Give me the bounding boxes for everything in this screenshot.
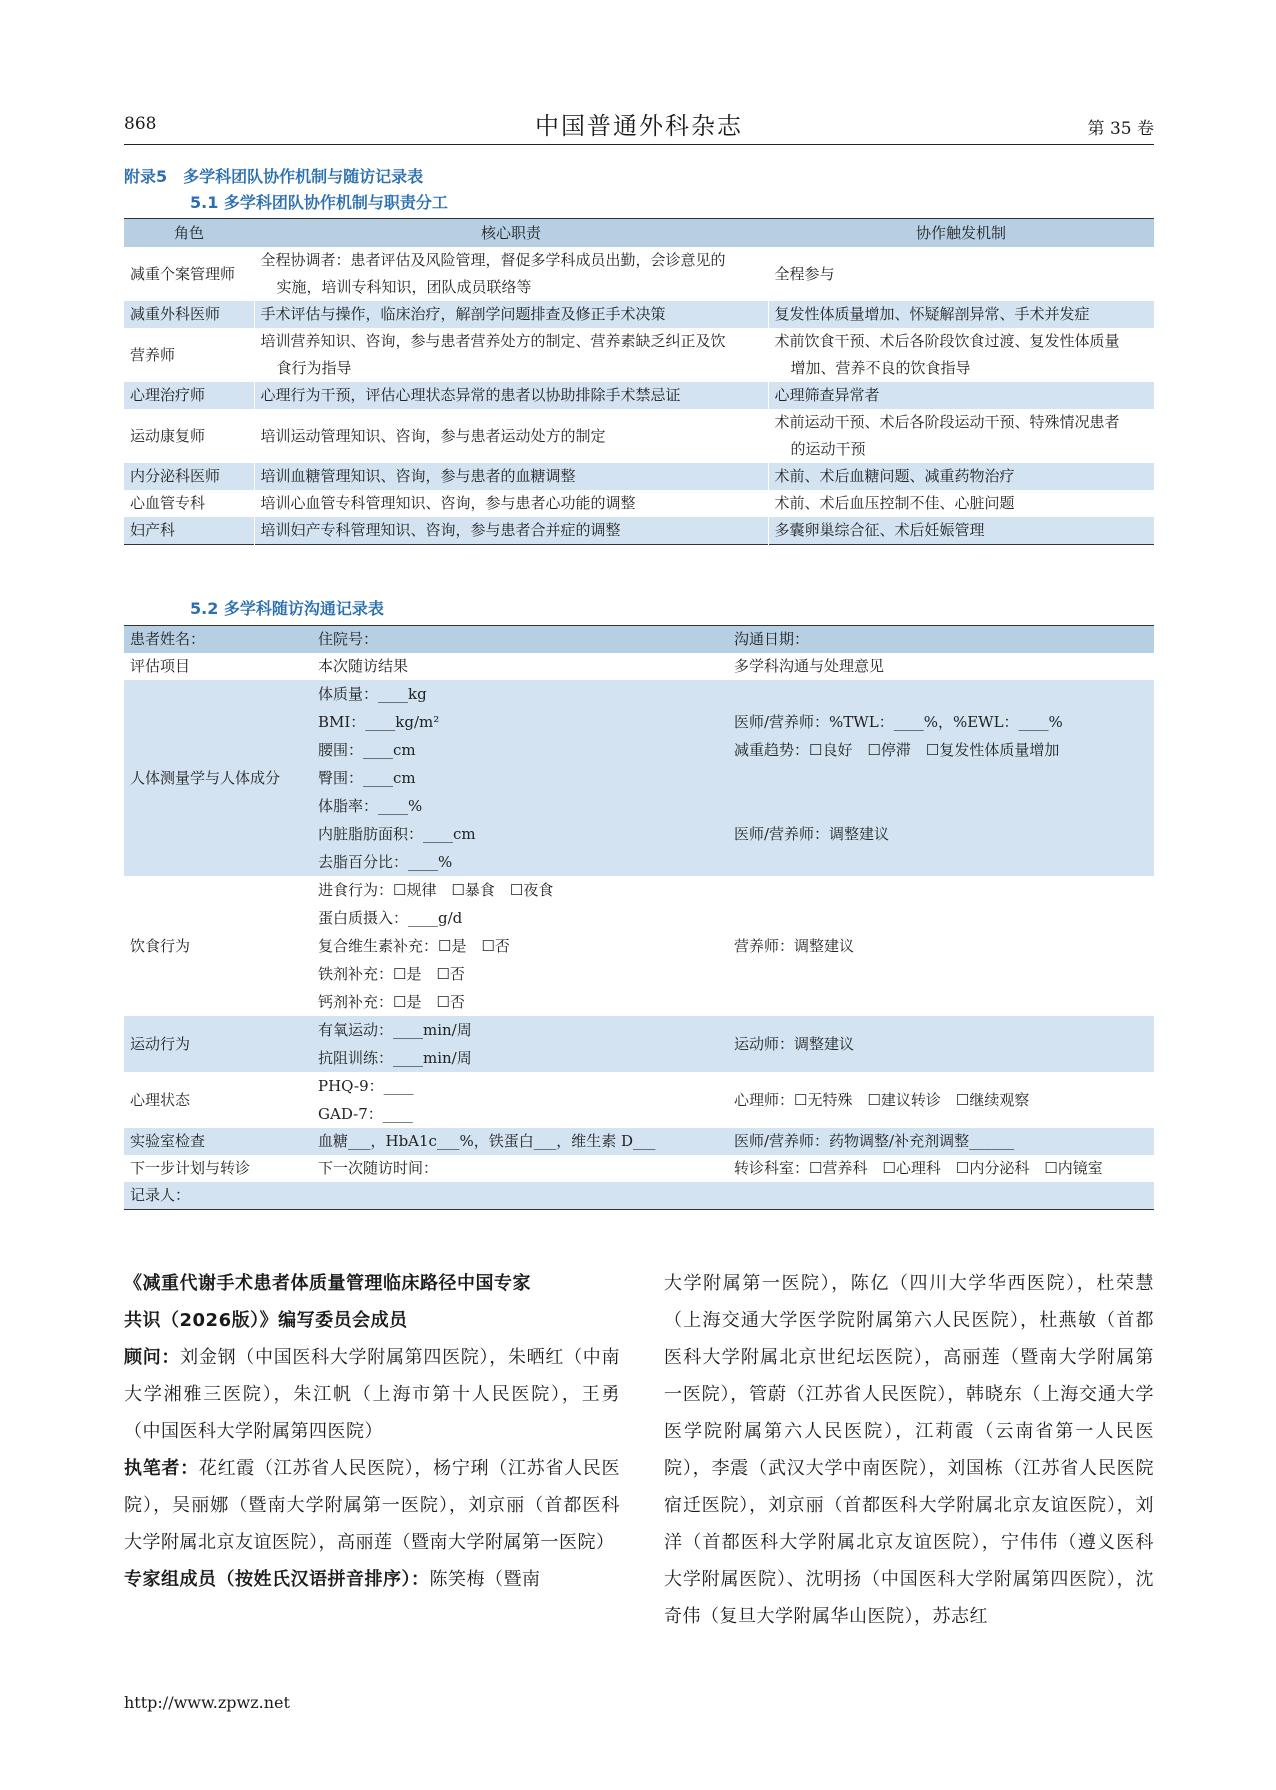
table-row <box>124 876 1154 1016</box>
role-cell: 内分泌科医师 <box>124 463 254 490</box>
experts-paragraph-start: 专家组成员（按姓氏汉语拼音排序）：陈笑梅（暨南 <box>124 1569 541 1590</box>
table-row <box>124 1016 1154 1072</box>
section-5-1-title: 5.1 多学科团队协作机制与职责分工 <box>190 193 448 212</box>
role-cell: 心血管专科 <box>124 490 254 517</box>
col-header-item: 评估项目 <box>124 653 312 680</box>
table-row <box>124 247 1154 301</box>
table-row <box>124 490 1154 517</box>
mental-opinion: 心理师：☐无特殊 ☐建议转诊 ☐继续观察 <box>728 1072 1154 1128</box>
table-row <box>124 1128 1154 1155</box>
recorder-field: 记录人： <box>124 1182 1154 1210</box>
plan-results: 下一次随访时间： <box>312 1155 728 1182</box>
role-cell: 减重外科医师 <box>124 301 254 328</box>
duty-cell: 培训血糖管理知识、咨询，参与患者的血糖调整 <box>254 463 768 490</box>
trigger-cell: 术前运动干预、术后各阶段运动干预、特殊情况患者 的运动干预 <box>768 409 1154 463</box>
duty-cell: 培训妇产专科管理知识、咨询，参与患者合并症的调整 <box>254 517 768 545</box>
anthro-label: 人体测量学与人体成分 <box>124 680 312 876</box>
exercise-label: 运动行为 <box>124 1016 312 1072</box>
exercise-results: 有氧运动：____min/周 抗阻训练：____min/周 <box>312 1016 728 1072</box>
lab-results: 血糖___，HbA1c___%，铁蛋白___，维生素 D___ <box>312 1128 728 1155</box>
patient-name-field: 患者姓名： <box>124 626 312 654</box>
table-row <box>124 680 1154 876</box>
experts-paragraph-continued: 大学附属第一医院），陈亿（四川大学华西医院），杜荣慧（上海交通大学医学院附属第六人民医院），杜燕敏（首都医科大学附属北京世纪坛医院），高丽莲（暨南大学附属第一医院），管蔚（江苏省人民医院），韩晓东（上海交通大学医学院附属第六人民医院），江莉霞（云南省第一人民医院），李震（武汉大学中南医院），刘国栋（江苏省人民医院宿迁医院），刘京丽（首都医科大学附属北京友谊医院），刘洋（首都医科大学附属北京友谊医院），宁伟伟（遵义医科大学附属医院）、沈明扬（中国医科大学附属第四医院），沈奇伟（复旦大学附属华山医院），苏志红 <box>664 1273 1154 1627</box>
role-cell: 运动康复师 <box>124 409 254 463</box>
page-number: 868 <box>124 114 157 134</box>
trigger-cell: 术前饮食干预、术后各阶段饮食过渡、复发性体质量 增加、营养不良的饮食指导 <box>768 328 1154 382</box>
committee-title-line2: 共识（2026版）》编写委员会成员 <box>124 1310 408 1331</box>
duty-cell: 培训营养知识、咨询，参与患者营养处方的制定、营养素缺乏纠正及饮 食行为指导 <box>254 328 768 382</box>
table-row <box>124 1072 1154 1128</box>
table-row <box>124 382 1154 409</box>
duty-cell: 手术评估与操作，临床治疗，解剖学问题排查及修正手术决策 <box>254 301 768 328</box>
col-header-result: 本次随访结果 <box>312 653 728 680</box>
lab-opinion: 医师/营养师：药物调整/补充剂调整______ <box>728 1128 1154 1155</box>
diet-results: 进食行为：☐规律 ☐暴食 ☐夜食 蛋白质摄入：____g/d 复合维生素补充：☐是 ☐否 铁剂补充：☐是 ☐否 钙剂补充：☐是 ☐否 <box>312 876 728 1016</box>
section-5-2-title: 5.2 多学科随访沟通记录表 <box>190 599 384 618</box>
role-cell: 妇产科 <box>124 517 254 545</box>
plan-label: 下一步计划与转诊 <box>124 1155 312 1182</box>
table-row <box>124 328 1154 382</box>
col-header-role: 角色 <box>124 219 254 248</box>
hospital-number-field: 住院号： <box>312 626 728 654</box>
mental-results: PHQ-9：____ GAD-7：____ <box>312 1072 728 1128</box>
trigger-cell: 全程参与 <box>768 247 1154 301</box>
diet-opinion: 营养师：调整建议 <box>728 876 1154 1016</box>
duty-cell: 全程协调者：患者评估及风险管理，督促多学科成员出勤，会诊意见的 实施，培训专科知识，团队成员联络等 <box>254 247 768 301</box>
committee-title-line1: 《减重代谢手术患者体质量管理临床路径中国专家 <box>124 1273 531 1294</box>
lab-label: 实验室检查 <box>124 1128 312 1155</box>
trigger-cell: 多囊卵巢综合征、术后妊娠管理 <box>768 517 1154 545</box>
mdt-role-table <box>124 218 1155 545</box>
role-cell: 减重个案管理师 <box>124 247 254 301</box>
role-cell: 营养师 <box>124 328 254 382</box>
table-row <box>124 409 1154 463</box>
table-row <box>124 653 1154 680</box>
duty-cell: 心理行为干预，评估心理状态异常的患者以协助排除手术禁忌证 <box>254 382 768 409</box>
col-header-duty: 核心职责 <box>254 219 768 248</box>
advisors-paragraph: 顾问：刘金钢（中国医科大学附属第四医院），朱晒红（中南大学湘雅三医院），朱江帆（上海市第十人民医院），王勇（中国医科大学附属第四医院） <box>124 1347 621 1442</box>
writers-paragraph: 执笔者：花红霞（江苏省人民医院），杨宁琍（江苏省人民医院），吴丽娜（暨南大学附属第一医院），刘京丽（首都医科大学附属北京友谊医院），高丽莲（暨南大学附属第一医院） <box>124 1458 621 1553</box>
page-header <box>124 104 1154 145</box>
role-cell: 心理治疗师 <box>124 382 254 409</box>
table-row <box>124 1155 1154 1182</box>
duty-cell: 培训心血管专科管理知识、咨询，参与患者心功能的调整 <box>254 490 768 517</box>
trigger-cell: 心理筛查异常者 <box>768 382 1154 409</box>
anthro-results: 体质量：____kg BMI：____kg/m² 腰围：____cm 臀围：____cm 体脂率：____% 内脏脂肪面积：____cm 去脂百分比：____% <box>312 680 728 876</box>
followup-record-table <box>124 625 1154 1210</box>
communication-date-field: 沟通日期： <box>728 626 1154 654</box>
volume-label: 第 35 卷 <box>1087 119 1154 139</box>
trigger-cell: 术前、术后血压控制不佳、心脏问题 <box>768 490 1154 517</box>
duty-cell: 培训运动管理知识、咨询，参与患者运动处方的制定 <box>254 409 768 463</box>
anthro-opinion: 医师/营养师：%TWL：____%，%EWL：____% 减重趋势：☐良好 ☐停滞 ☐复发性体质量增加 医师/营养师：调整建议 <box>728 680 1154 876</box>
table-row <box>124 626 1154 654</box>
trigger-cell: 术前、术后血糖问题、减重药物治疗 <box>768 463 1154 490</box>
table-row <box>124 1182 1154 1210</box>
table-row <box>124 463 1154 490</box>
appendix-title: 附录5 多学科团队协作机制与随访记录表 <box>124 167 424 186</box>
exercise-opinion: 运动师：调整建议 <box>728 1016 1154 1072</box>
committee-right-column <box>664 1265 1154 1635</box>
mental-label: 心理状态 <box>124 1072 312 1128</box>
diet-label: 饮食行为 <box>124 876 312 1016</box>
plan-opinion: 转诊科室：☐营养科 ☐心理科 ☐内分泌科 ☐内镜室 <box>728 1155 1154 1182</box>
col-header-trigger: 协作触发机制 <box>768 219 1154 248</box>
trigger-cell: 复发性体质量增加、怀疑解剖异常、手术并发症 <box>768 301 1154 328</box>
journal-url[interactable]: http://www.zpwz.net <box>124 1693 290 1712</box>
journal-title: 中国普通外科杂志 <box>535 112 743 140</box>
committee-left-column <box>124 1265 620 1598</box>
table-row <box>124 517 1154 545</box>
table-row <box>124 301 1154 328</box>
col-header-opinion: 多学科沟通与处理意见 <box>728 653 1154 680</box>
